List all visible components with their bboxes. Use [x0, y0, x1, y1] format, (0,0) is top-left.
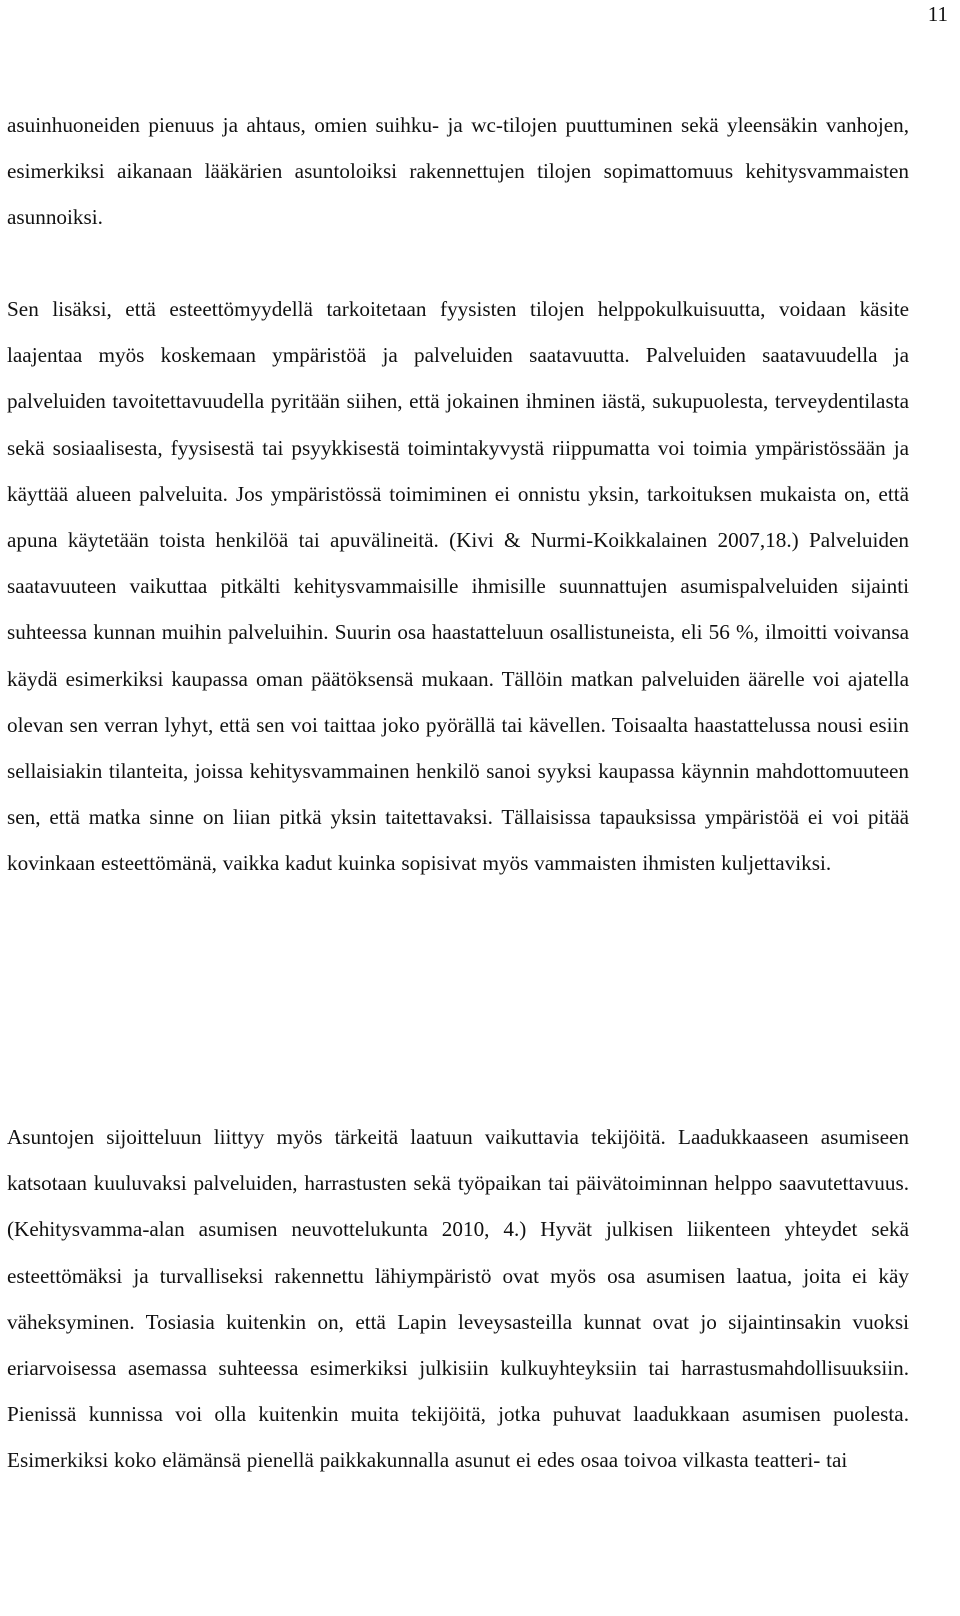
paragraph-1: asuinhuoneiden pienuus ja ahtaus, omien suihku- ja wc-tilojen puuttuminen sekä yleensäkin vanhojen, esimerkiksi aikanaan lääkärien asuntoloiksi rakennettujen tilojen sopimattomuus kehitysvammaisten asunnoiksi.: [7, 113, 909, 230]
page-number: 11: [927, 2, 948, 26]
paragraph-3: Asuntojen sijoitteluun liittyy myös tärkeitä laatuun vaikuttavia tekijöitä. Laadukkaaseen asumiseen katsotaan kuuluvaksi palveluiden, harrastusten sekä työpaikan tai päivätoiminnan helppo saavutettavuus. (Kehitysvamma-alan asumisen neuvottelukunta 2010, 4.) Hyvät julkisen liikenteen yhteydet sekä esteettömäksi ja turvalliseksi rakennettu lähiympäristö ovat myös osa asumisen laatua, joita ei käy väheksyminen. Tosiasia kuitenkin on, että Lapin leveysasteilla kunnat ovat jo sijaintinsakin vuoksi eriarvoisessa asemassa suhteessa esimerkiksi julkisiin kulkuyhteyksiin tai harrastusmahdollisuuksiin. Pienissä kunnissa voi olla kuitenkin muita tekijöitä, jotka puhuvat laadukkaan asumisen puolesta. Esimerkiksi koko elämänsä pienellä paikkakunnalla asunut ei edes osaa toivoa vilkasta teatteri- tai: [7, 1125, 909, 1473]
paragraph-2: Sen lisäksi, että esteettömyydellä tarkoitetaan fyysisten tilojen helppokulkuisuutta, voidaan käsite laajentaa myös koskemaan ympäristöä ja palveluiden saatavuutta. Palveluiden saatavuudella ja palveluiden tavoitettavuudella pyritään siihen, että jokainen ihminen iästä, sukupuolesta, terveydentilasta sekä sosiaalisesta, fyysisestä tai psyykkisestä toimintakyvystä riippumatta voi toimia ympäristössään ja käyttää alueen palveluita. Jos ympäristössä toimiminen ei onnistu yksin, tarkoituksen mukaista on, että apuna käytetään toista henkilöä tai apuvälineitä. (Kivi & Nurmi-Koikkalainen 2007,18.) Palveluiden saatavuuteen vaikuttaa pitkälti kehitysvammaisille ihmisille suunnattujen asumispalveluiden sijainti suhteessa kunnan muihin palveluihin. Suurin osa haastatteluun osallistuneista, eli 56 %, ilmoitti voivansa käydä esimerkiksi kaupassa oman päätöksensä mukaan. Tällöin matkan palveluiden äärelle voi ajatella olevan sen verran lyhyt, että sen voi taittaa joko pyörällä tai kävellen. Toisaalta haastattelussa nousi esiin sellaisiakin tilanteita, joissa kehitysvammainen henkilö sanoi syyksi kaupassa käynnin mahdottomuuteen sen, että matka sinne on liian pitkä yksin taitettavaksi. Tällaisissa tapauksissa ympäristöä ei voi pitää kovinkaan esteettömänä, vaikka kadut kuinka sopisivat myös vammaisten ihmisten kuljettaviksi.: [7, 297, 909, 876]
